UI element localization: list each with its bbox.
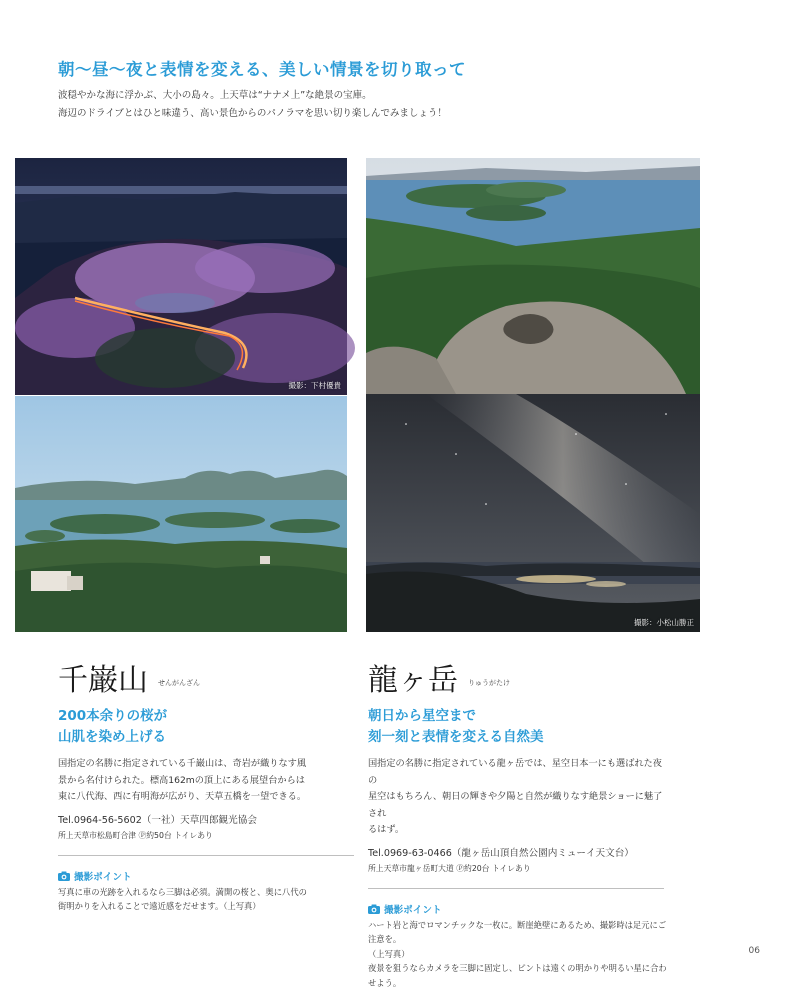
section-sengan bbox=[58, 658, 358, 914]
photo-tip-line-2: （上写真） bbox=[368, 947, 668, 962]
description-line-2: 星空はもちろん、朝日の輝きや夕陽と自然が織りなす絶景ショーに魅了され bbox=[368, 789, 668, 822]
description-line-2: 景から名付けられた。標高162mの頂上にある展望台からは bbox=[58, 773, 358, 790]
intro-text bbox=[58, 87, 698, 123]
photo-sengan-night-sakura bbox=[15, 158, 347, 395]
description-line-3: るはず。 bbox=[368, 822, 668, 839]
section-ryugatake bbox=[368, 658, 668, 990]
camera-icon bbox=[368, 904, 380, 914]
photo-tip-heading bbox=[58, 869, 358, 883]
mountain-name: 龍ヶ岳 bbox=[368, 664, 458, 698]
description bbox=[368, 756, 668, 839]
photo-tip-heading bbox=[368, 902, 668, 916]
catchphrase-line-2: 刻一刻と表情を変える自然美 bbox=[368, 727, 668, 748]
photo-credit: 撮影：下村優貴 bbox=[289, 380, 342, 391]
catchphrase-line-2: 山肌を染め上げる bbox=[58, 727, 358, 748]
photo-tip-line-3: 夜景を狙うならカメラを三脚に固定し、ピントは遠くの明かりや明るい星に合わせよう。 bbox=[368, 961, 668, 990]
mountain-name: 千巌山 bbox=[58, 664, 148, 698]
page-headline: 朝〜昼〜夜と表情を変える、美しい情景を切り取って bbox=[58, 56, 466, 80]
photo-tip-text bbox=[58, 885, 358, 914]
photo-ryugatake-milky-way bbox=[366, 394, 700, 632]
mountain-reading: りゅうがたけ bbox=[468, 678, 510, 688]
catchphrase-line-1: 200本余りの桜が bbox=[58, 706, 358, 727]
photo-sengan-day-panorama bbox=[15, 396, 347, 632]
photo-tip-label: 撮影ポイント bbox=[74, 869, 132, 883]
photo-credit: 撮影：小松山勝正 bbox=[634, 617, 694, 628]
address-info: 所上天草市龍ヶ岳町大道 Ⓟ約20台 トイレあり bbox=[368, 863, 668, 874]
catchphrase bbox=[368, 706, 668, 748]
camera-icon bbox=[58, 871, 70, 881]
intro-line-2: 海辺のドライブとはひと味違う、高い景色からのパノラマを思い切り楽しんでみましょう！ bbox=[58, 105, 698, 123]
catchphrase bbox=[58, 706, 358, 748]
description-line-1: 国指定の名勝に指定されている千巌山は、奇岩が織りなす風 bbox=[58, 756, 358, 773]
photo-tip-text bbox=[368, 918, 668, 990]
photo-ryugatake-heart-rock bbox=[366, 158, 700, 394]
mountain-title bbox=[58, 658, 358, 698]
description-line-3: 東に八代海、西に有明海が広がり、天草五橋を一望できる。 bbox=[58, 789, 358, 806]
mountain-reading: せんがんざん bbox=[158, 678, 200, 688]
divider bbox=[58, 855, 354, 856]
divider bbox=[368, 888, 664, 889]
phone-info: Tel.0964-56-5602（一社）天草四郎観光協会 bbox=[58, 812, 358, 826]
photo-tip-line-1: ハート岩と海でロマンチックな一枚に。断崖絶壁にあるため、撮影時は足元にご注意を。 bbox=[368, 918, 668, 947]
description-line-1: 国指定の名勝に指定されている龍ヶ岳では、星空日本一にも選ばれた夜の bbox=[368, 756, 668, 789]
address-info: 所上天草市松島町合津 Ⓟ約50台 トイレあり bbox=[58, 830, 358, 841]
photo-tip-line-1: 写真に車の光跡を入れるなら三脚は必須。満開の桜と、奥に八代の bbox=[58, 885, 358, 900]
photo-tip-line-2: 街明かりを入れることで遠近感をだせます。（上写真） bbox=[58, 899, 358, 914]
intro-line-1: 波穏やかな海に浮かぶ、大小の島々。上天草は“ナナメ上”な絶景の宝庫。 bbox=[58, 87, 698, 105]
catchphrase-line-1: 朝日から星空まで bbox=[368, 706, 668, 727]
photo-tip-label: 撮影ポイント bbox=[384, 902, 442, 916]
description bbox=[58, 756, 358, 806]
mountain-title bbox=[368, 658, 668, 698]
page-number: 06 bbox=[749, 946, 760, 956]
phone-info: Tel.0969-63-0466（龍ヶ岳山頂自然公園内ミューイ天文台） bbox=[368, 845, 668, 859]
